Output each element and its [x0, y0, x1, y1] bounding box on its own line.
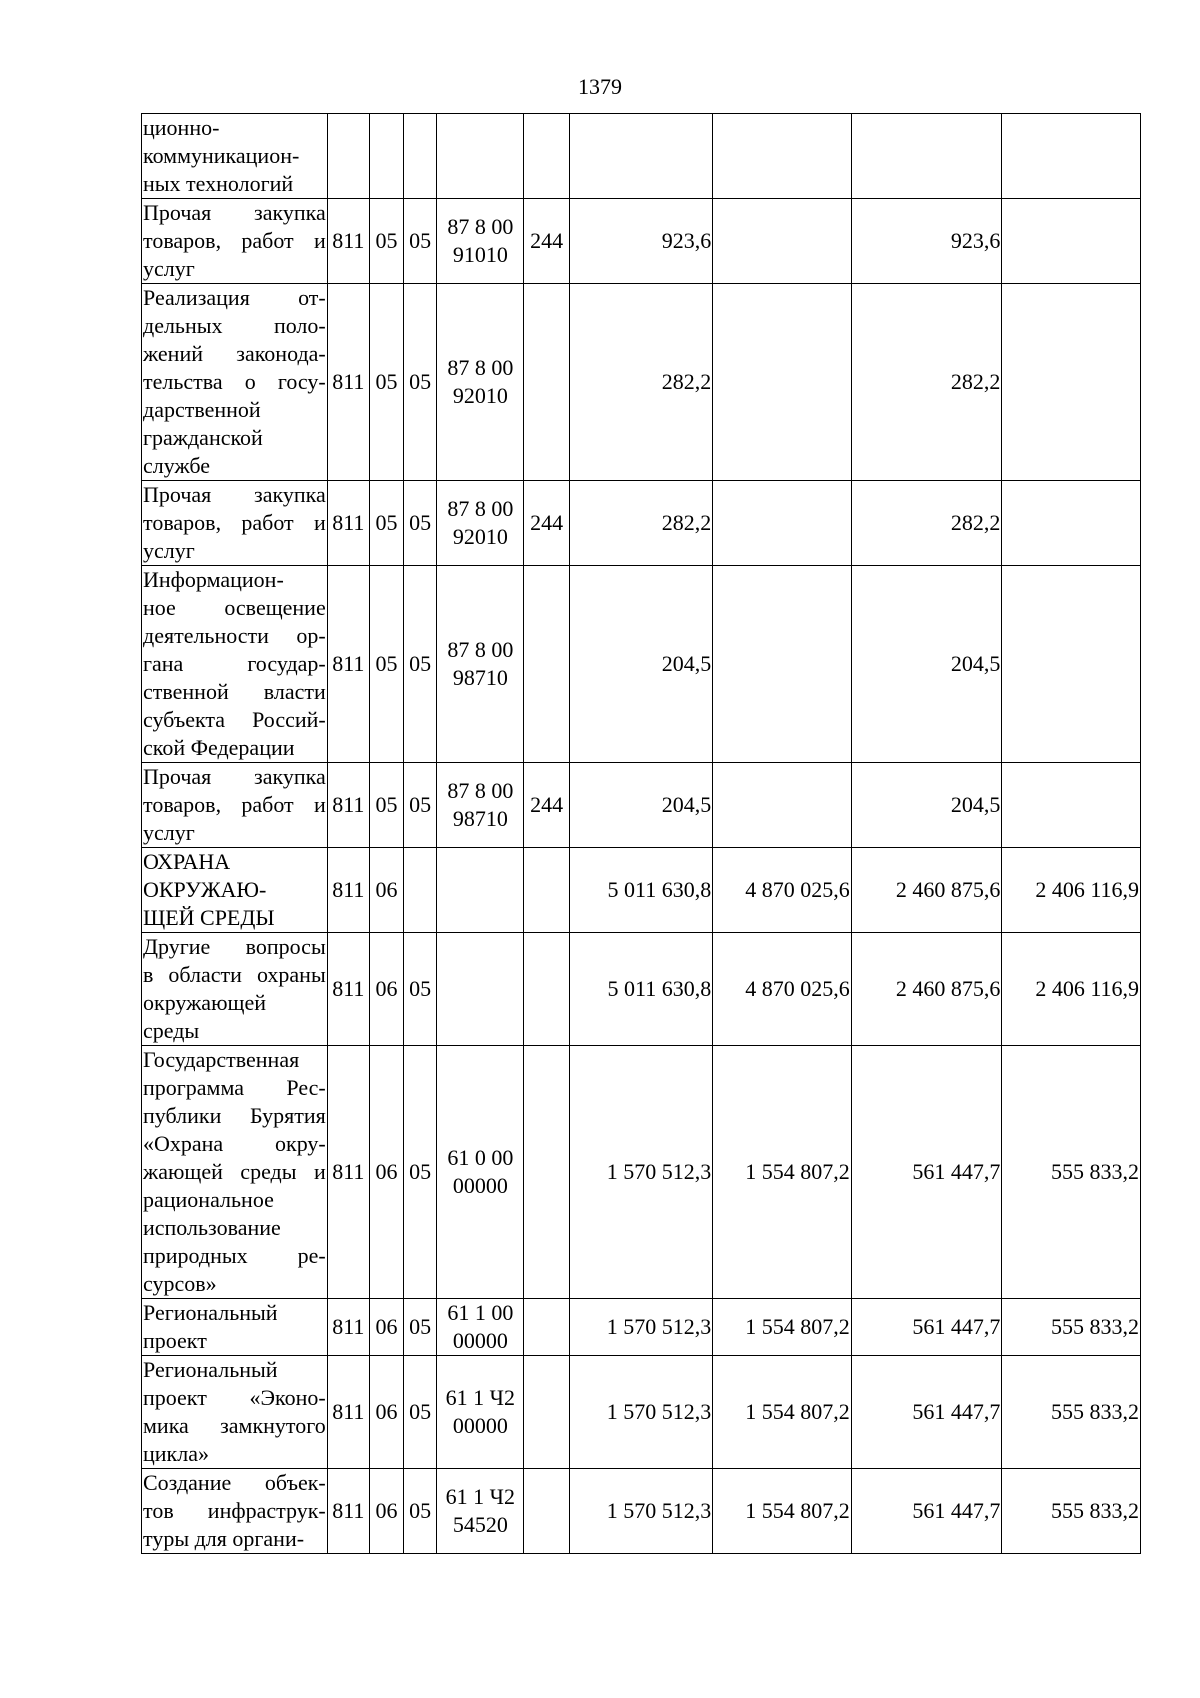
- row-name-line: цикла»: [143, 1441, 209, 1466]
- cell-grbs: 811: [327, 566, 369, 763]
- row-name-line: товаров, работ и: [143, 510, 326, 535]
- cell-expense-type: [524, 1299, 569, 1356]
- row-name-line: Региональный: [143, 1357, 278, 1382]
- cell-expense-type: [524, 114, 569, 199]
- cell-grbs: 811: [327, 1469, 369, 1554]
- cell-amount-2: [713, 481, 852, 566]
- row-name-line: проект: [143, 1328, 207, 1353]
- target-article-line: 87 8 00: [447, 496, 514, 521]
- row-name-line: услуг: [143, 538, 195, 563]
- cell-expense-type: [524, 933, 569, 1046]
- cell-target-article: [437, 199, 524, 284]
- cell-section: 06: [369, 848, 403, 933]
- cell-amount-2: [713, 284, 852, 481]
- row-name: [142, 933, 328, 1046]
- cell-section: 06: [369, 933, 403, 1046]
- target-article-line: 92010: [452, 524, 508, 549]
- row-name-line: среды: [143, 1018, 200, 1043]
- cell-subsection: 05: [404, 763, 437, 848]
- cell-expense-type: 244: [524, 199, 569, 284]
- row-name-line: ственной власти: [143, 679, 326, 704]
- cell-target-article: [437, 284, 524, 481]
- row-name-line: публики Бурятия: [143, 1103, 326, 1128]
- table-body: [142, 114, 1141, 1554]
- row-name-line: Другие вопросы: [143, 934, 326, 959]
- row-name-line: тельства о госу-: [143, 369, 326, 394]
- cell-amount-1: 1 570 512,3: [569, 1356, 713, 1469]
- row-name-line: дельных поло-: [143, 313, 326, 338]
- row-name-line: в области охраны: [143, 962, 326, 987]
- cell-amount-4: 555 833,2: [1002, 1356, 1141, 1469]
- row-name-line: ской Федерации: [143, 735, 295, 760]
- cell-expense-type: [524, 1469, 569, 1554]
- row-name-line: дарственной: [143, 397, 261, 422]
- table-row: [142, 566, 1141, 763]
- cell-section: 05: [369, 566, 403, 763]
- row-name-line: ное освещение: [143, 595, 326, 620]
- cell-amount-3: 923,6: [851, 199, 1002, 284]
- cell-amount-3: 204,5: [851, 566, 1002, 763]
- cell-subsection: 05: [404, 1046, 437, 1299]
- cell-grbs: 811: [327, 933, 369, 1046]
- cell-amount-2: 1 554 807,2: [713, 1356, 852, 1469]
- row-name-line: природных ре-: [143, 1243, 326, 1268]
- row-name: [142, 481, 328, 566]
- cell-grbs: 811: [327, 848, 369, 933]
- cell-target-article: [437, 1469, 524, 1554]
- cell-grbs: 811: [327, 1299, 369, 1356]
- row-name-line: Прочая закупка: [143, 482, 326, 507]
- cell-target-article: [437, 1356, 524, 1469]
- cell-target-article: [437, 1046, 524, 1299]
- row-name: [142, 1356, 328, 1469]
- cell-subsection: 05: [404, 481, 437, 566]
- cell-expense-type: [524, 1356, 569, 1469]
- cell-amount-4: [1002, 566, 1141, 763]
- cell-amount-1: 5 011 630,8: [569, 848, 713, 933]
- cell-amount-1: 923,6: [569, 199, 713, 284]
- cell-subsection: 05: [404, 1356, 437, 1469]
- target-article-line: 61 0 00: [447, 1145, 514, 1170]
- target-article-line: 00000: [452, 1173, 508, 1198]
- cell-amount-3: 282,2: [851, 481, 1002, 566]
- table-row: [142, 1046, 1141, 1299]
- target-article-line: 98710: [452, 806, 508, 831]
- row-name: [142, 284, 328, 481]
- cell-amount-1: 5 011 630,8: [569, 933, 713, 1046]
- target-article-line: 61 1 00: [447, 1300, 514, 1325]
- cell-target-article: [437, 933, 524, 1046]
- cell-amount-2: [713, 566, 852, 763]
- cell-expense-type: [524, 566, 569, 763]
- cell-amount-4: [1002, 199, 1141, 284]
- cell-amount-2: [713, 763, 852, 848]
- row-name-line: услуг: [143, 820, 195, 845]
- cell-amount-4: [1002, 284, 1141, 481]
- cell-grbs: 811: [327, 284, 369, 481]
- row-name-line: туры для органи-: [143, 1526, 305, 1551]
- row-name-line: жающей среды и: [143, 1159, 326, 1184]
- table-row: [142, 763, 1141, 848]
- cell-grbs: 811: [327, 1356, 369, 1469]
- cell-subsection: 05: [404, 199, 437, 284]
- row-name-line: ных технологий: [143, 171, 294, 196]
- row-name: [142, 199, 328, 284]
- cell-amount-3: 561 447,7: [851, 1356, 1002, 1469]
- row-name: [142, 1469, 328, 1554]
- row-name-line: сурсов»: [143, 1271, 217, 1296]
- cell-amount-3: 561 447,7: [851, 1469, 1002, 1554]
- row-name-line: жений законода-: [143, 341, 326, 366]
- cell-amount-4: [1002, 763, 1141, 848]
- target-article-line: 61 1 Ч2: [445, 1484, 515, 1509]
- cell-subsection: 05: [404, 566, 437, 763]
- table-row: [142, 1356, 1141, 1469]
- cell-section: 05: [369, 481, 403, 566]
- cell-expense-type: 244: [524, 481, 569, 566]
- target-article-line: 00000: [452, 1328, 508, 1353]
- cell-amount-1: 1 570 512,3: [569, 1299, 713, 1356]
- row-name-line: Реализация от-: [143, 285, 326, 310]
- cell-amount-1: 1 570 512,3: [569, 1046, 713, 1299]
- table-row: [142, 848, 1141, 933]
- cell-amount-3: 561 447,7: [851, 1046, 1002, 1299]
- cell-amount-2: [713, 199, 852, 284]
- target-article-line: 87 8 00: [447, 355, 514, 380]
- cell-expense-type: [524, 284, 569, 481]
- cell-section: 05: [369, 199, 403, 284]
- cell-section: 06: [369, 1469, 403, 1554]
- target-article-line: 91010: [452, 242, 508, 267]
- row-name-line: использование: [143, 1215, 281, 1240]
- cell-subsection: 05: [404, 284, 437, 481]
- cell-grbs: 811: [327, 481, 369, 566]
- row-name: [142, 1299, 328, 1356]
- cell-amount-3: 561 447,7: [851, 1299, 1002, 1356]
- row-name-line: деятельности ор-: [143, 623, 326, 648]
- cell-target-article: [437, 1299, 524, 1356]
- budget-table: [141, 113, 1141, 1554]
- row-name-line: услуг: [143, 256, 195, 281]
- row-name-line: ЩЕЙ СРЕДЫ: [143, 905, 275, 930]
- row-name-line: Региональный: [143, 1300, 278, 1325]
- cell-amount-1: 1 570 512,3: [569, 1469, 713, 1554]
- row-name-line: гана государ-: [143, 651, 326, 676]
- cell-target-article: [437, 848, 524, 933]
- cell-amount-4: 2 406 116,9: [1002, 848, 1141, 933]
- cell-subsection: 05: [404, 1469, 437, 1554]
- cell-amount-3: 282,2: [851, 284, 1002, 481]
- row-name-line: ОКРУЖАЮ-: [143, 877, 267, 902]
- row-name-line: товаров, работ и: [143, 792, 326, 817]
- cell-amount-2: [713, 114, 852, 199]
- cell-amount-3: [851, 114, 1002, 199]
- cell-target-article: [437, 114, 524, 199]
- cell-grbs: 811: [327, 763, 369, 848]
- target-article-line: 61 1 Ч2: [445, 1385, 515, 1410]
- cell-amount-4: 555 833,2: [1002, 1046, 1141, 1299]
- cell-amount-4: 555 833,2: [1002, 1299, 1141, 1356]
- cell-subsection: [404, 114, 437, 199]
- row-name-line: товаров, работ и: [143, 228, 326, 253]
- cell-amount-2: 1 554 807,2: [713, 1469, 852, 1554]
- cell-amount-3: 2 460 875,6: [851, 848, 1002, 933]
- cell-amount-2: 1 554 807,2: [713, 1046, 852, 1299]
- row-name: [142, 566, 328, 763]
- cell-section: 06: [369, 1299, 403, 1356]
- table-row: [142, 933, 1141, 1046]
- cell-amount-1: 204,5: [569, 566, 713, 763]
- table-row: [142, 1469, 1141, 1554]
- row-name-line: субъекта Россий-: [143, 707, 326, 732]
- row-name-line: Создание объек-: [143, 1470, 326, 1495]
- cell-amount-4: 2 406 116,9: [1002, 933, 1141, 1046]
- row-name: [142, 848, 328, 933]
- row-name-line: коммуникацион-: [143, 143, 300, 168]
- row-name: [142, 763, 328, 848]
- target-article-line: 87 8 00: [447, 778, 514, 803]
- table-row: [142, 114, 1141, 199]
- row-name-line: Государственная: [143, 1047, 300, 1072]
- cell-target-article: [437, 763, 524, 848]
- cell-target-article: [437, 481, 524, 566]
- row-name-line: окружающей: [143, 990, 266, 1015]
- row-name: [142, 1046, 328, 1299]
- table-row: [142, 284, 1141, 481]
- cell-amount-1: 204,5: [569, 763, 713, 848]
- row-name: [142, 114, 328, 199]
- cell-amount-4: 555 833,2: [1002, 1469, 1141, 1554]
- cell-grbs: 811: [327, 199, 369, 284]
- cell-amount-3: 204,5: [851, 763, 1002, 848]
- row-name-line: Прочая закупка: [143, 200, 326, 225]
- cell-amount-4: [1002, 481, 1141, 566]
- cell-subsection: [404, 848, 437, 933]
- cell-section: 05: [369, 763, 403, 848]
- target-article-line: 98710: [452, 665, 508, 690]
- row-name-line: Информацион-: [143, 567, 284, 592]
- row-name-line: рациональное: [143, 1187, 274, 1212]
- cell-target-article: [437, 566, 524, 763]
- cell-amount-3: 2 460 875,6: [851, 933, 1002, 1046]
- cell-section: [369, 114, 403, 199]
- cell-expense-type: [524, 848, 569, 933]
- cell-expense-type: 244: [524, 763, 569, 848]
- row-name-line: ционно-: [143, 115, 220, 140]
- cell-amount-2: 4 870 025,6: [713, 848, 852, 933]
- cell-amount-2: 1 554 807,2: [713, 1299, 852, 1356]
- page-number: 1379: [578, 74, 622, 99]
- target-article-line: 87 8 00: [447, 637, 514, 662]
- table-row: [142, 481, 1141, 566]
- cell-section: 06: [369, 1046, 403, 1299]
- row-name-line: программа Рес-: [143, 1075, 326, 1100]
- row-name-line: тов инфраструк-: [143, 1498, 326, 1523]
- cell-amount-4: [1002, 114, 1141, 199]
- cell-grbs: 811: [327, 1046, 369, 1299]
- cell-expense-type: [524, 1046, 569, 1299]
- row-name-line: ОХРАНА: [143, 849, 231, 874]
- table-row: [142, 199, 1141, 284]
- row-name-line: службе: [143, 453, 211, 478]
- cell-subsection: 05: [404, 1299, 437, 1356]
- row-name-line: гражданской: [143, 425, 263, 450]
- cell-amount-2: 4 870 025,6: [713, 933, 852, 1046]
- target-article-line: 54520: [452, 1512, 508, 1537]
- table-row: [142, 1299, 1141, 1356]
- cell-section: 06: [369, 1356, 403, 1469]
- row-name-line: «Охрана окру-: [143, 1131, 326, 1156]
- cell-amount-1: [569, 114, 713, 199]
- target-article-line: 00000: [452, 1413, 508, 1438]
- row-name-line: Прочая закупка: [143, 764, 326, 789]
- cell-subsection: 05: [404, 933, 437, 1046]
- row-name-line: мика замкнутого: [143, 1413, 326, 1438]
- cell-grbs: [327, 114, 369, 199]
- cell-amount-1: 282,2: [569, 481, 713, 566]
- row-name-line: проект «Эконо-: [143, 1385, 326, 1410]
- target-article-line: 92010: [452, 383, 508, 408]
- cell-section: 05: [369, 284, 403, 481]
- target-article-line: 87 8 00: [447, 214, 514, 239]
- cell-amount-1: 282,2: [569, 284, 713, 481]
